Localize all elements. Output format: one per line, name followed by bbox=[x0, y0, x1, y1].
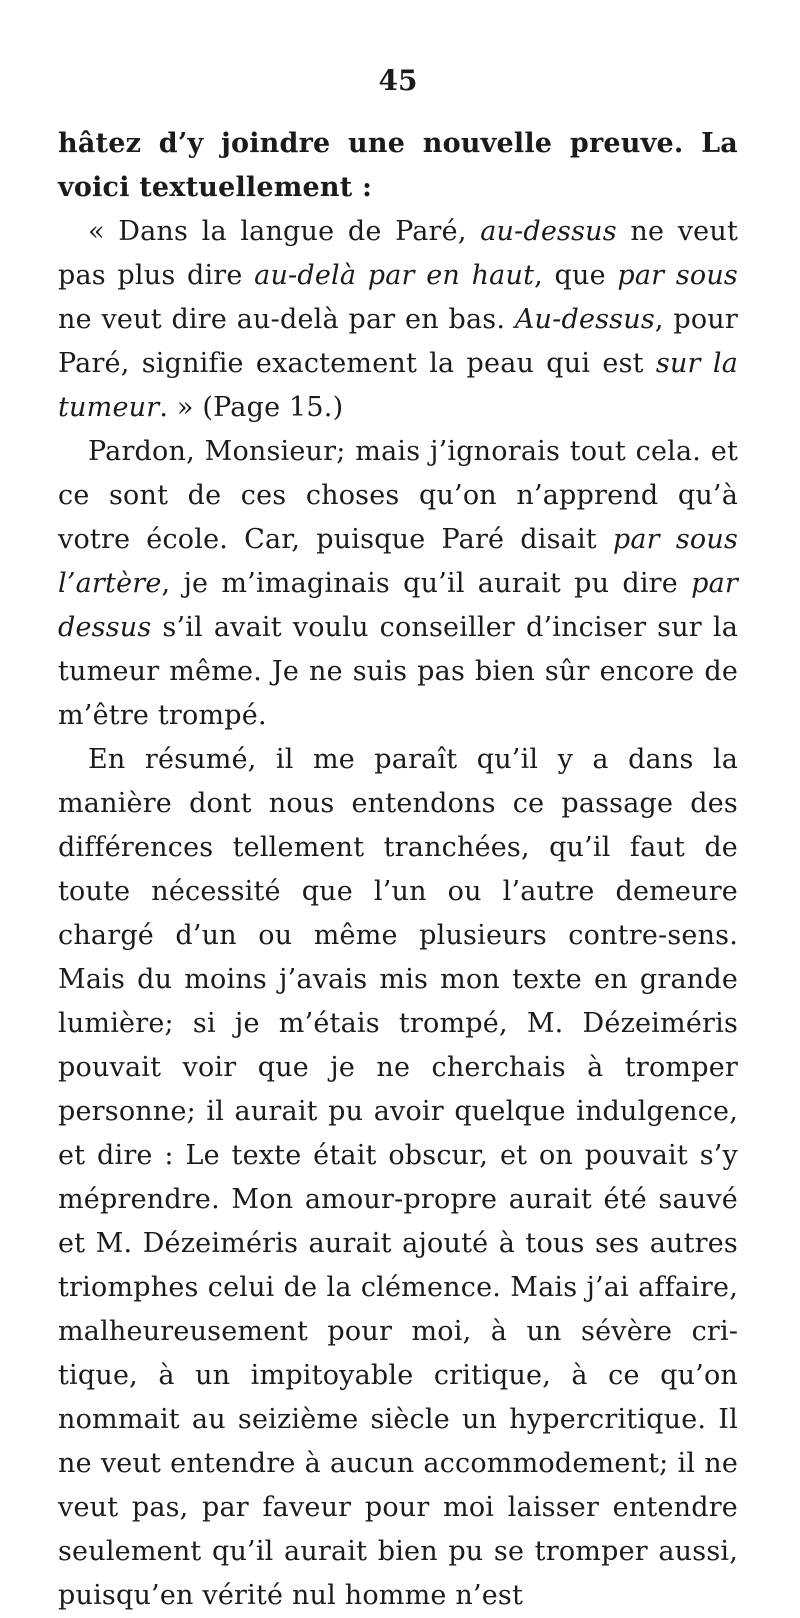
italic-text: sur la tumeur bbox=[58, 348, 738, 423]
italic-text: au-delà par en haut bbox=[254, 260, 535, 291]
italic-text: au-dessus bbox=[480, 216, 617, 247]
paragraph bbox=[58, 430, 738, 738]
paragraph bbox=[58, 738, 738, 1618]
italic-text: par dessus bbox=[58, 568, 738, 643]
italic-text: par sous bbox=[617, 260, 738, 291]
paragraph bbox=[58, 210, 738, 430]
text-run: , je m’imaginais qu’il aurait pu dire bbox=[161, 568, 692, 599]
text-run: hâtez d’y joindre une nouvelle preuve. La voici textuellement : bbox=[58, 128, 738, 203]
text-run: , pour Paré, signifie exactement la peau qui est bbox=[58, 304, 738, 379]
text-run: Pardon, Monsieur; mais j’ignorais tout cela. et ce sont de ces choses qu’on n’apprend qu’à votre école. Car, puisque Paré disait bbox=[58, 436, 738, 555]
body-text bbox=[58, 122, 738, 1618]
text-run: . » (Page 15.) bbox=[159, 392, 344, 423]
text-run: « Dans la langue de Paré, bbox=[88, 216, 481, 247]
text-run: ne veut pas plus dire bbox=[58, 216, 738, 291]
text-run: , que bbox=[534, 260, 618, 291]
text-run: En résumé, il me paraît qu’il y a dans la manière dont nous entendons ce passage des différences tellement tranchées, qu’il faut de toute nécessité que l’un ou l’autre demeure chargé d’un ou même plusieurs contre-sens. Mais du moins j’avais mis mon texte en grande lumière; si je m’étais trompé, M. Dézeiméris pouvait voir que je ne cherchais à tromper personne; il aurait pu avoir quelque indulgence, et dire : Le texte était obscur, et on pouvait s’y méprendre. Mon amour-propre aurait été sauvé et M. Dézeiméris aurait ajouté à tous ses autres triomphes celui de la clémence. Mais j’ai affaire, malheureusement pour moi, à un sévère critique, à un impitoyable critique, à ce qu’on nommait au seizième siècle un hypercritique. Il ne veut entendre à aucun accommodement; il ne veut pas, par faveur pour moi laisser entendre seulement qu’il aurait bien pu se tromper aussi, puisqu’en vérité nul homme n’est bbox=[58, 744, 738, 1611]
text-run: s’il avait voulu conseiller d’inciser sur la tumeur même. Je ne suis pas bien sûr encore de m’être trompé. bbox=[58, 612, 738, 731]
paragraph bbox=[58, 122, 738, 210]
italic-text: par sous l’artère bbox=[58, 524, 739, 599]
text-run: ne veut dire au-delà par en bas. bbox=[58, 304, 515, 335]
page-number: 45 bbox=[378, 64, 418, 97]
italic-text: Au-dessus bbox=[514, 304, 655, 335]
